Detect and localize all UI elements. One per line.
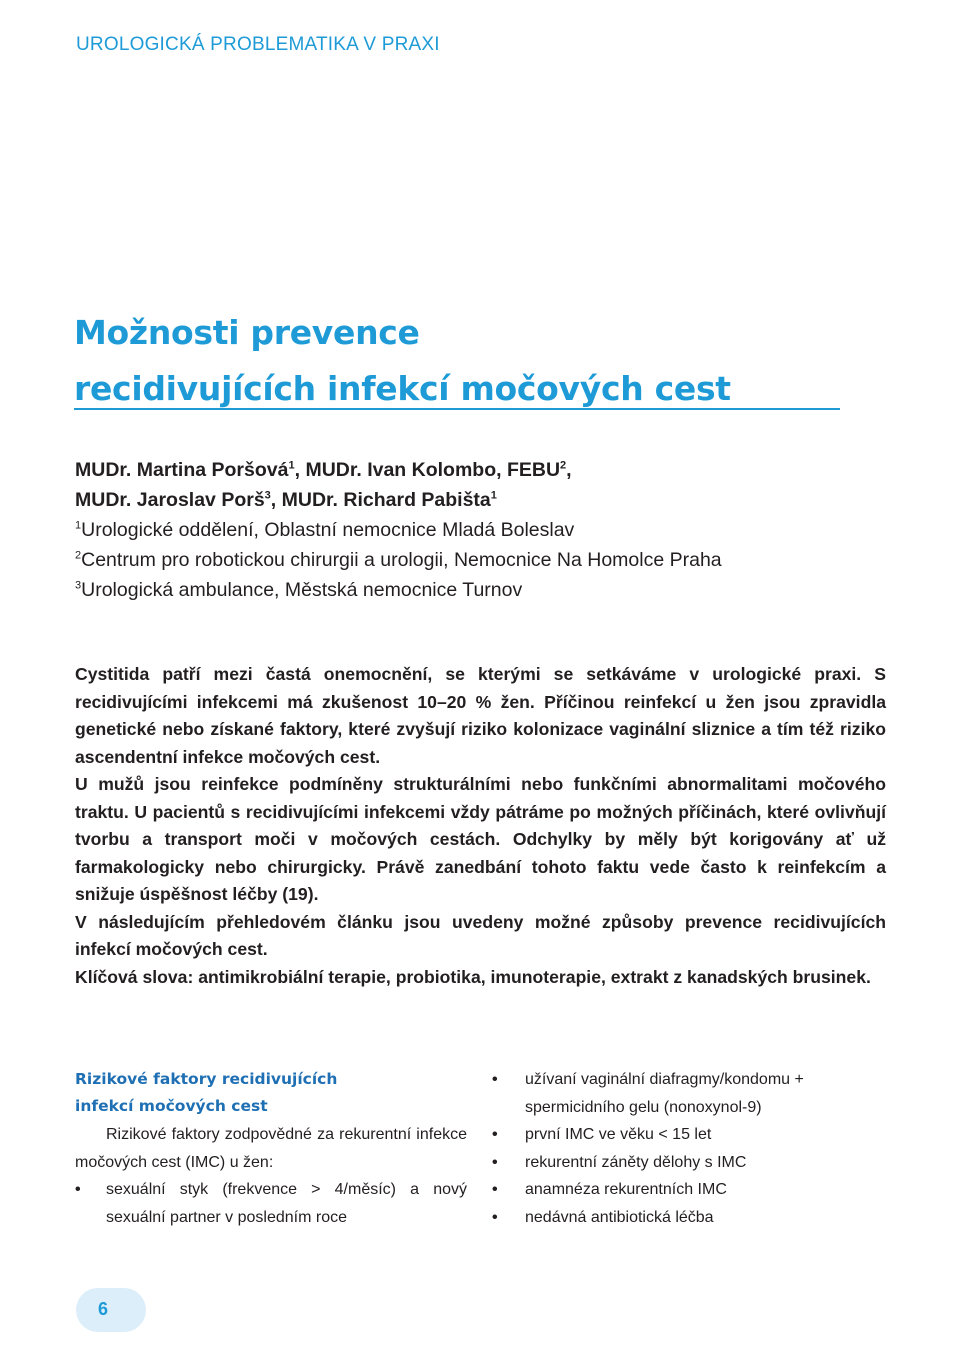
abstract-paragraph-2: U mužů jsou reinfekce podmíněny strukturálními nebo funkčními abnormalitami močového traktu. U pacientů s recidivujícími infekcemi vždy pátráme po možných příčinách, které ovlivňují tvorbu a transport moči v močových cestách. Odchylky by měly být korigovány ať už farmakologicky nebo chirurgicky. Právě zanedbání tohoto faktu vede často k reinfekcím a snižuje úspěšnost léčby (19). (75, 774, 886, 904)
article-title-line-1: Možnosti prevence (74, 313, 420, 352)
author-3-sup: 3 (264, 489, 271, 502)
affiliation-3-sup: 3 (75, 579, 82, 592)
list-item (492, 1149, 894, 1177)
list-item-text: anamnéza rekurentních IMC (525, 1181, 727, 1198)
affiliation-2 (75, 545, 875, 575)
list-item (75, 1176, 467, 1231)
left-column (75, 1121, 467, 1231)
author-1: MUDr. Martina Poršová (75, 459, 289, 481)
affiliation-1-sup: 1 (75, 519, 82, 532)
affiliation-2-sup: 2 (75, 549, 82, 562)
affiliation-3-text: Urologická ambulance, Městská nemocnice Turnov (81, 579, 523, 601)
right-bullet-list (492, 1066, 894, 1231)
list-item-text: nedávná antibiotická léčba (525, 1208, 714, 1226)
author-4-sup: 1 (490, 489, 497, 502)
abstract-paragraph-1: Cystitida patří mezi častá onemocnění, se kterými se setkáváme v urologické praxi. S recidivujícími infekcemi má zkušenost 10–20 % žen. Příčinou reinfekcí u žen jsou zpravidla genetické nebo získané faktory, které zvyšují riziko kolonizace vaginální sliznice a tím též riziko ascendentní infekce močových cest. (75, 664, 886, 767)
author-4: , MUDr. Richard Pabišta (270, 489, 491, 511)
section-heading-line-1: Rizikové faktory recidivujících (75, 1070, 338, 1088)
list-item-text: sexuální styk (frekvence > 4/měsíc) a nový sexuální partner v posledním roce (106, 1181, 467, 1226)
list-item (492, 1204, 894, 1232)
author-2-sup: 2 (560, 459, 567, 472)
bullet-icon: • (492, 1126, 498, 1143)
list-item (492, 1066, 894, 1121)
section-heading (75, 1066, 475, 1120)
list-item (492, 1176, 894, 1204)
author-block (75, 455, 875, 605)
abstract (75, 661, 886, 991)
list-item-text: užívaní vaginální diafragmy/kondomu + spermicidního gelu (nonoxynol-9) (525, 1071, 804, 1116)
affiliation-1-text: Urologické oddělení, Oblastní nemocnice Mladá Boleslav (81, 519, 575, 541)
affiliation-2-text: Centrum pro robotickou chirurgii a urologii, Nemocnice Na Homolce Praha (81, 549, 722, 571)
article-title (74, 305, 840, 417)
keywords: Klíčová slova: antimikrobiální terapie, probiotika, imunoterapie, extrakt z kanadských brusinek. (75, 966, 871, 987)
bullet-icon: • (492, 1181, 498, 1198)
bullet-icon: • (492, 1153, 498, 1171)
section-heading-line-2: infekcí močových cest (75, 1097, 268, 1115)
affiliation-1 (75, 515, 875, 545)
page-number-badge (76, 1288, 146, 1332)
bullet-icon: • (492, 1071, 498, 1088)
section-intro: Rizikové faktory zodpovědné za rekurentní infekce močových cest (IMC) u žen: (75, 1126, 467, 1171)
left-bullet-list (75, 1176, 467, 1231)
article-title-line-2: recidivujících infekcí močových cest (74, 369, 731, 408)
bullet-icon: • (492, 1208, 498, 1226)
author-1-sup: 1 (288, 459, 295, 472)
list-item-text: první IMC ve věku < 15 let (525, 1126, 712, 1143)
page-number: 6 (98, 1299, 109, 1319)
running-header: UROLOGICKÁ PROBLEMATIKA V PRAXI (76, 34, 440, 55)
author-3: MUDr. Jaroslav Porš (75, 489, 265, 511)
list-item-text: rekurentní záněty dělohy s IMC (525, 1153, 747, 1171)
right-column (492, 1066, 894, 1231)
author-2-tail: , (566, 459, 572, 481)
affiliation-3 (75, 575, 875, 605)
title-underline (74, 408, 840, 410)
list-item (492, 1121, 894, 1149)
author-2: , MUDr. Ivan Kolombo, FEBU (294, 459, 561, 481)
abstract-paragraph-3: V následujícím přehledovém článku jsou uvedeny možné způsoby prevence recidivujících infekcí močových cest. (75, 911, 886, 959)
bullet-icon: • (75, 1181, 81, 1198)
author-names (75, 455, 875, 515)
